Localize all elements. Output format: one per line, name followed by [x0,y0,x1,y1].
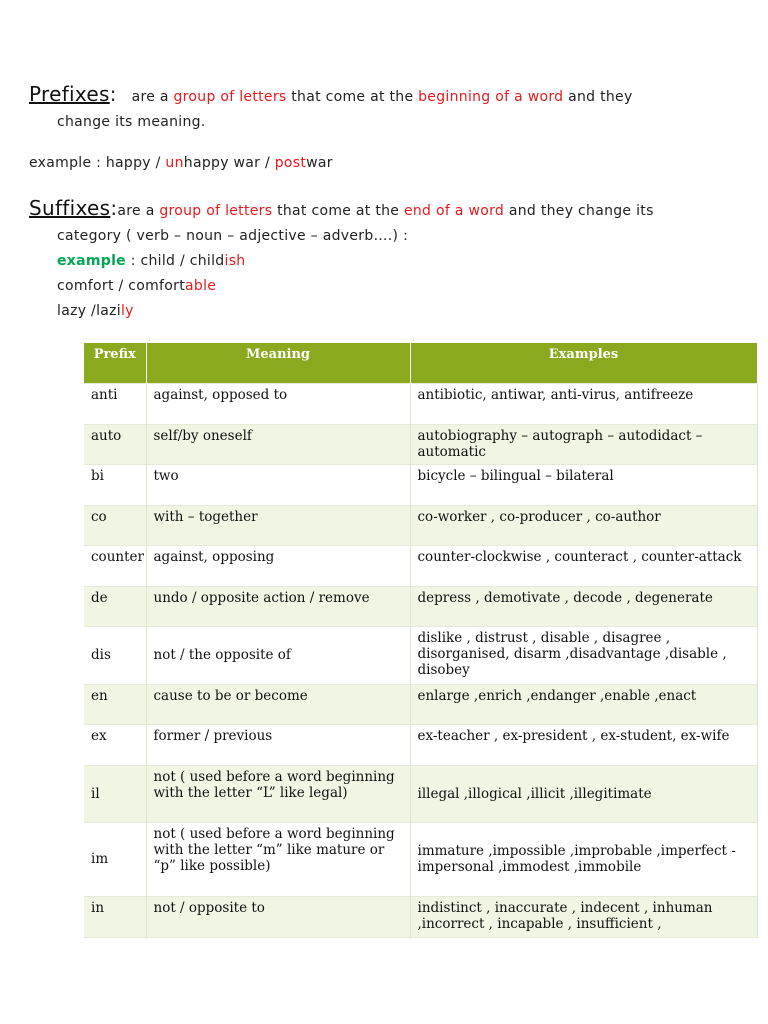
table-row [84,545,757,586]
suffixes-example-3-suffix: ly [120,303,134,319]
table-header-row [84,343,757,383]
header-prefix: Prefix [84,343,146,383]
suffixes-example-2-base: comfort / comfort [57,278,185,294]
suffixes-text-1: are a [117,203,160,219]
cell-meaning: self/by oneself [146,424,410,464]
cell-examples: co-worker , co-producer , co-author [410,505,757,545]
suffixes-colon: : [110,196,118,220]
cell-meaning: two [146,464,410,505]
suffixes-heading: Suffixes [29,196,111,220]
cell-prefix: counter [84,545,146,586]
prefixes-example-prefix-2: post [274,155,307,171]
cell-examples: bicycle – bilingual – bilateral [410,464,757,505]
table-row [84,724,757,765]
table-row [84,464,757,505]
suffixes-highlight-2: end of a word [403,203,505,219]
prefixes-highlight-1: group of letters [173,89,287,105]
suffixes-definition-line-1 [29,196,654,220]
suffixes-highlight-1: group of letters [159,203,273,219]
table-row [84,765,757,822]
table-row [84,626,757,684]
cell-examples: ex-teacher , ex-president , ex-student, ex-wife [410,724,757,765]
prefixes-example-rest-1: happy war / [183,155,275,171]
table-row [84,822,757,896]
cell-examples: immature ,impossible ,improbable ,imperfect -impersonal ,immodest ,immobile [410,822,757,896]
cell-prefix: anti [84,383,146,424]
cell-examples: indistinct , inaccurate , indecent , inhuman ,incorrect , incapable , insufficient , [410,896,757,937]
cell-meaning: not ( used before a word beginning with the letter “L” like legal) [146,765,410,822]
prefixes-heading: Prefixes [29,82,110,106]
cell-prefix: en [84,684,146,724]
prefix-table [84,343,758,938]
suffixes-example-text: : child / child [125,253,225,269]
prefixes-example-label: example : happy / [29,155,166,171]
prefixes-definition-line-1 [29,82,633,106]
header-examples: Examples [410,343,757,383]
cell-meaning: not / the opposite of [146,626,410,684]
cell-examples: autobiography – autograph – autodidact – automatic [410,424,757,464]
table-row [84,383,757,424]
prefixes-colon: : [109,82,117,106]
cell-prefix: in [84,896,146,937]
prefixes-highlight-2: beginning of a word [418,89,564,105]
prefixes-text-3: and they [563,89,633,105]
cell-prefix: il [84,765,146,822]
suffixes-example-3-base: lazy /lazi [57,303,121,319]
suffixes-example-label: example [57,253,126,269]
table-row [84,505,757,545]
prefixes-definition-line-2: change its meaning. [57,114,206,130]
cell-meaning: undo / opposite action / remove [146,586,410,626]
header-meaning: Meaning [146,343,410,383]
cell-meaning: former / previous [146,724,410,765]
prefixes-example-prefix-1: un [165,155,184,171]
cell-prefix: auto [84,424,146,464]
cell-prefix: bi [84,464,146,505]
table-row [84,586,757,626]
cell-meaning: cause to be or become [146,684,410,724]
suffixes-example-2-suffix: able [185,278,217,294]
cell-examples: enlarge ,enrich ,endanger ,enable ,enact [410,684,757,724]
cell-prefix: dis [84,626,146,684]
cell-meaning: with – together [146,505,410,545]
suffixes-example-suffix: ish [224,253,246,269]
cell-prefix: de [84,586,146,626]
prefixes-example [29,155,333,171]
cell-meaning: not ( used before a word beginning with the letter “m” like mature or “p” like possible) [146,822,410,896]
table-row [84,896,757,937]
cell-meaning: against, opposing [146,545,410,586]
cell-prefix: im [84,822,146,896]
table-row [84,684,757,724]
cell-meaning: against, opposed to [146,383,410,424]
cell-prefix: co [84,505,146,545]
suffixes-example-1 [57,253,245,269]
prefixes-text-2: that come at the [286,89,419,105]
prefixes-example-rest-2: war [306,155,333,171]
suffixes-text-3: and they change its [504,203,654,219]
cell-prefix: ex [84,724,146,765]
table-row [84,424,757,464]
suffixes-example-2 [57,278,216,294]
cell-examples: illegal ,illogical ,illicit ,illegitimate [410,765,757,822]
suffixes-text-2: that come at the [272,203,404,219]
cell-examples: antibiotic, antiwar, anti-virus, antifreeze [410,383,757,424]
cell-examples: dislike , distrust , disable , disagree , disorganised, disarm ,disadvantage ,disable , disobey [410,626,757,684]
cell-examples: counter-clockwise , counteract , counter-attack [410,545,757,586]
cell-examples: depress , demotivate , decode , degenerate [410,586,757,626]
cell-meaning: not / opposite to [146,896,410,937]
suffixes-definition-line-2: category ( verb – noun – adjective – adverb….) : [57,228,409,244]
suffixes-example-3 [57,303,134,319]
prefixes-text-1: are a [131,89,174,105]
